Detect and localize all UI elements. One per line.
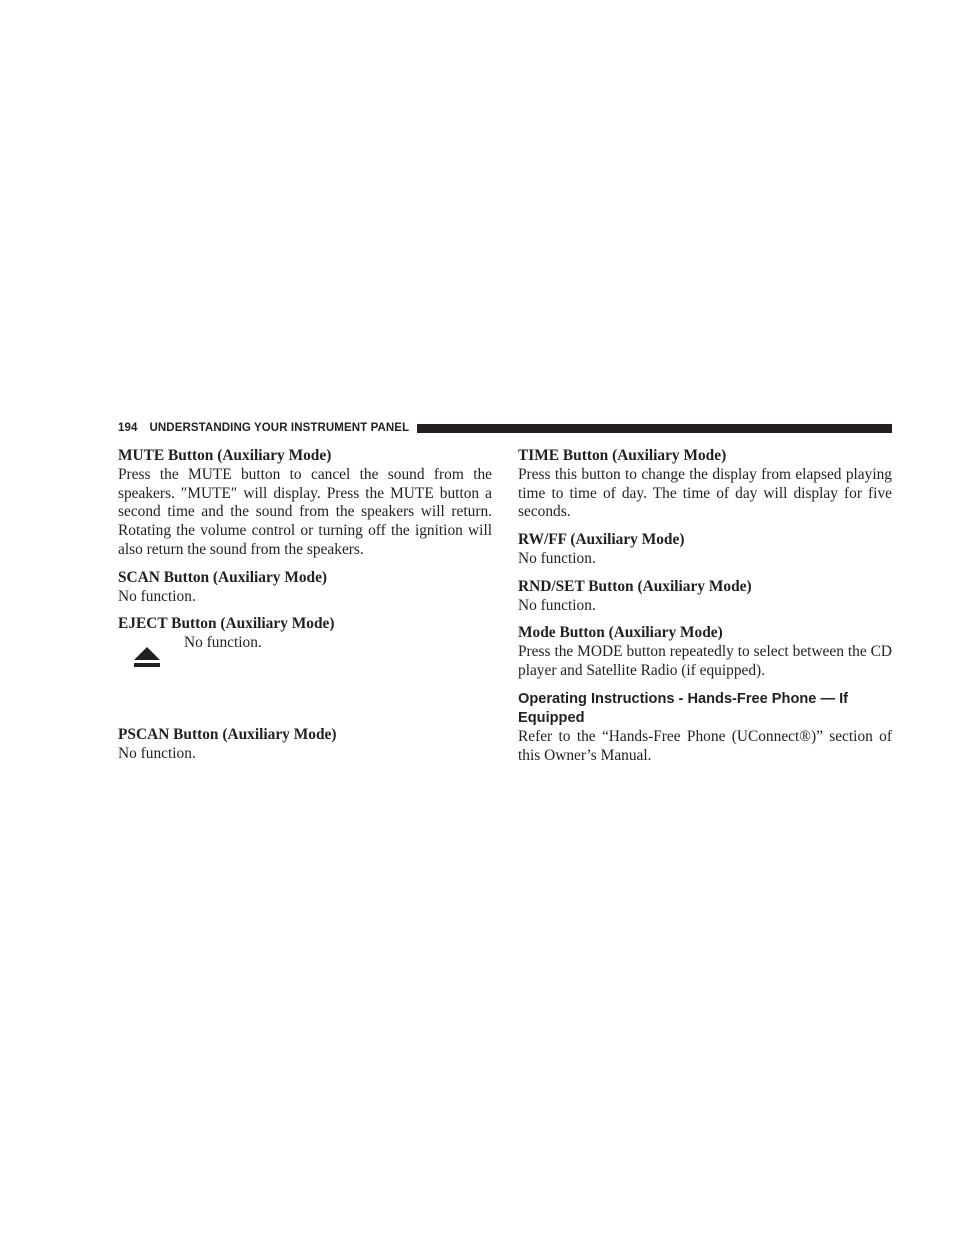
rndset-body: No function.: [518, 596, 596, 614]
eject-icon: [133, 646, 161, 670]
time-heading: TIME Button (Auxiliary Mode): [518, 447, 727, 464]
handsfree-body: Refer to the “Hands-Free Phone (UConnect®)” section of this Owner’s Manual.: [518, 727, 892, 764]
mute-heading: MUTE Button (Auxiliary Mode): [118, 447, 332, 464]
rwff-body: No function.: [518, 549, 596, 567]
running-title: UNDERSTANDING YOUR INSTRUMENT PANEL: [149, 422, 410, 434]
time-body: Press this button to change the display from elapsed playing time to time of day. The time of day will display for five seconds.: [518, 465, 892, 521]
eject-body: No function.: [184, 634, 262, 652]
page-header: [118, 420, 892, 436]
mode-section: [518, 624, 892, 680]
mute-section: [118, 447, 492, 560]
eject-row: [118, 634, 492, 717]
page-number: 194: [118, 422, 138, 434]
mode-body: Press the MODE button repeatedly to select between the CD player and Satellite Radio (if equipped).: [518, 643, 892, 679]
left-column: [118, 447, 492, 773]
mute-body: Press the MUTE button to cancel the sound from the speakers. ″MUTE″ will display. Press the MUTE button a second time and the sound from the speakers will return. Rotating the volume control or turning off the ignition will also return the sound from the speakers.: [118, 465, 492, 558]
rwff-section: [518, 531, 892, 569]
pscan-heading: PSCAN Button (Auxiliary Mode): [118, 726, 337, 744]
rwff-heading: RW/FF (Auxiliary Mode): [518, 531, 685, 549]
pscan-section: [118, 726, 492, 764]
rndset-section: [518, 578, 892, 616]
rndset-heading: RND/SET Button (Auxiliary Mode): [518, 577, 752, 595]
handsfree-heading: Operating Instructions - Hands-Free Phone — If Equipped: [518, 690, 849, 726]
header-rule: [417, 424, 892, 433]
mode-heading: Mode Button (Auxiliary Mode): [518, 624, 723, 642]
eject-section: [118, 615, 492, 717]
scan-heading: SCAN Button (Auxiliary Mode): [118, 568, 328, 586]
right-column: [518, 447, 892, 774]
scan-section: [118, 569, 492, 607]
handsfree-section: [518, 690, 892, 766]
eject-heading: EJECT Button (Auxiliary Mode): [118, 615, 335, 633]
time-section: [518, 447, 892, 522]
pscan-body: No function.: [118, 744, 196, 762]
scan-body: No function.: [118, 587, 196, 605]
